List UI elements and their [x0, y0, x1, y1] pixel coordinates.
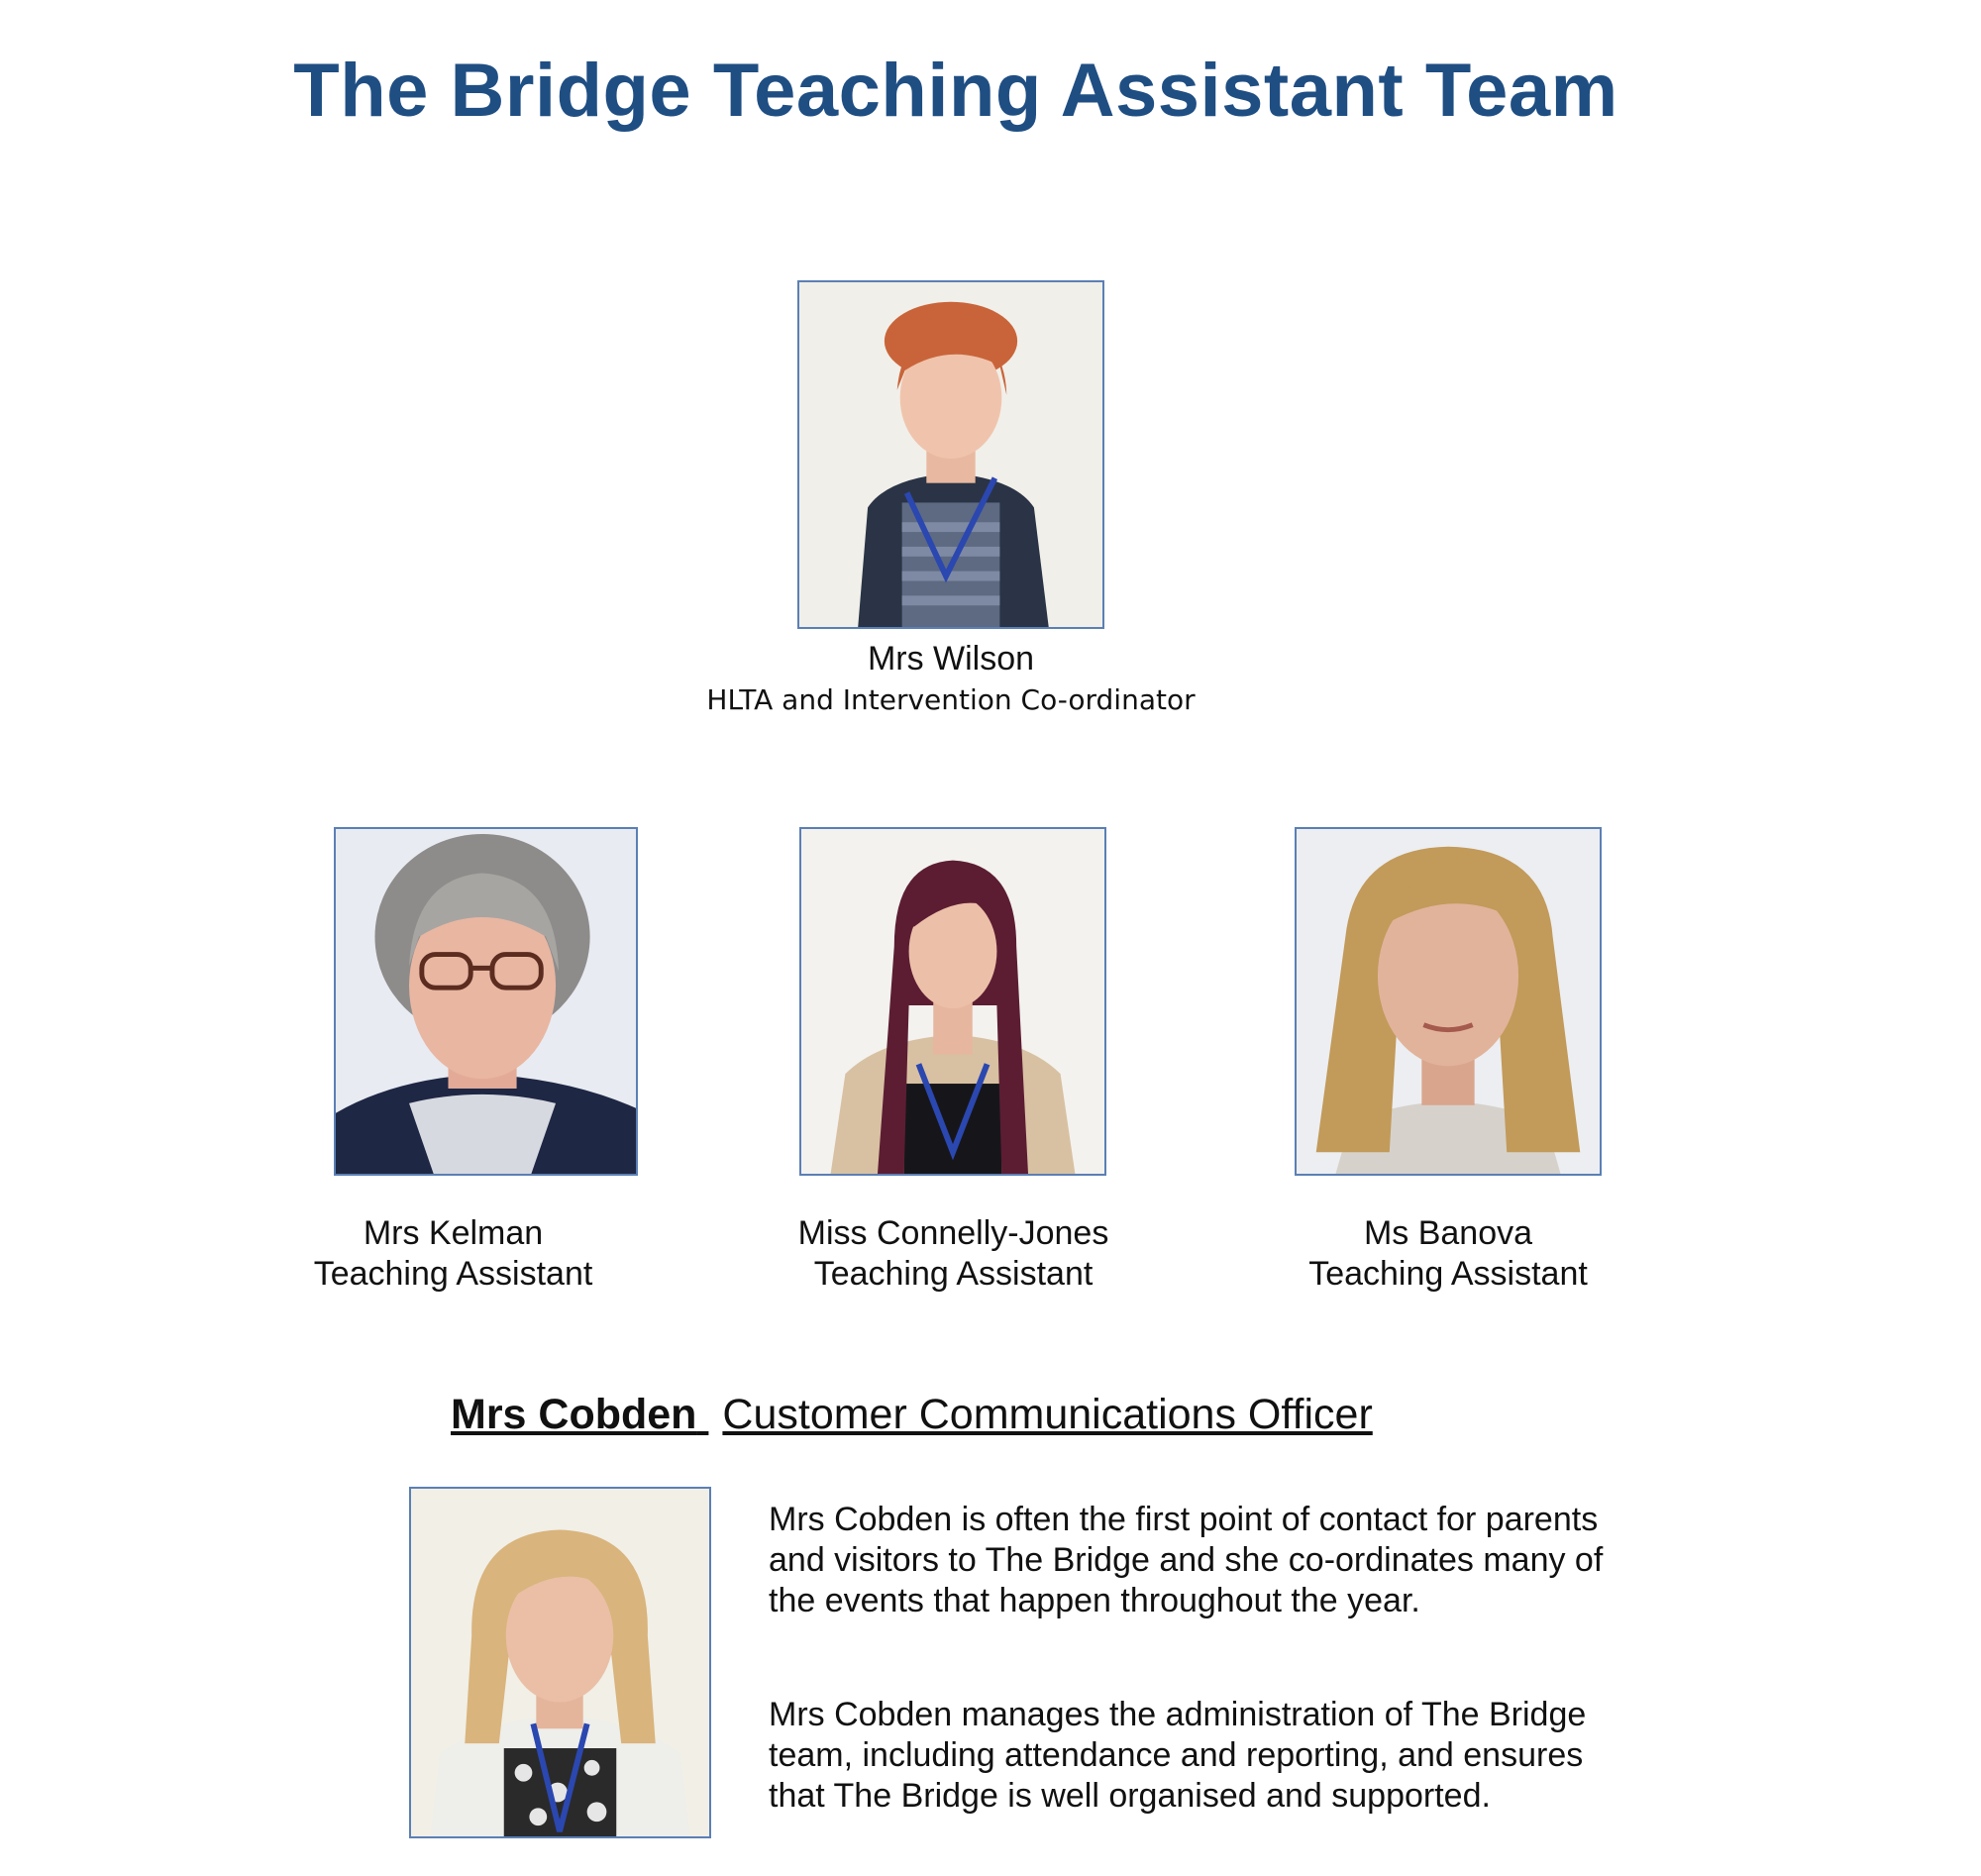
lead-role: HLTA and Intervention Co-ordinator: [706, 683, 1196, 716]
officer-paragraph-1: Mrs Cobden is often the first point of contact for parents and visitors to The Bridge and she co-ordinates many of the events that happen throughout the year.: [769, 1501, 1604, 1619]
team-name-2: Miss Connelly-Jones: [797, 1214, 1109, 1252]
photo-miss-connelly-jones: [799, 827, 1106, 1176]
lead-name: Mrs Wilson: [867, 640, 1035, 677]
team-name-1: Mrs Kelman: [363, 1214, 544, 1252]
team-name-3: Ms Banova: [1363, 1214, 1533, 1252]
photo-mrs-wilson: [797, 280, 1104, 629]
team-role-2: Teaching Assistant: [813, 1255, 1094, 1293]
officer-title: Customer Communications Officer: [722, 1391, 1373, 1438]
team-role-3: Teaching Assistant: [1308, 1255, 1588, 1293]
team-role-1: Teaching Assistant: [313, 1255, 593, 1293]
officer-paragraph-2: Mrs Cobden manages the administration of The Bridge team, including attendance and reporting, and ensures that The Bridge is well organised and supported.: [769, 1696, 1587, 1815]
officer-heading: [451, 1391, 1373, 1439]
photo-ms-banova: [1295, 827, 1602, 1176]
page-title: The Bridge Teaching Assistant Team: [293, 49, 1618, 133]
photo-mrs-cobden: [409, 1487, 711, 1838]
officer-name: Mrs Cobden: [451, 1391, 697, 1438]
photo-mrs-kelman: [334, 827, 638, 1176]
